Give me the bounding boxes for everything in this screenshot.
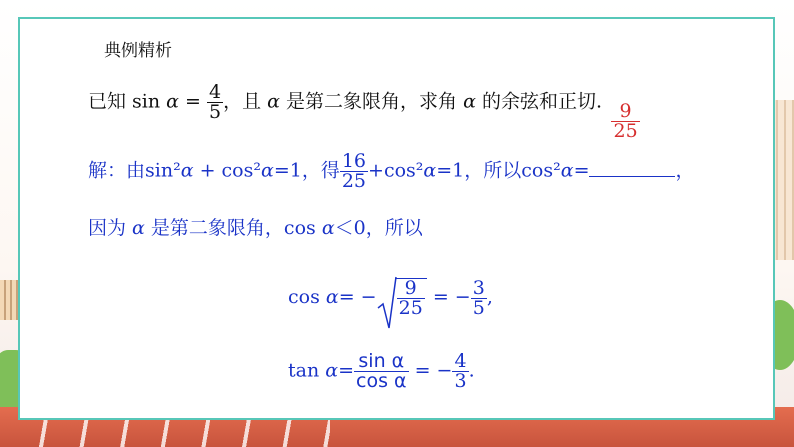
alpha-symbol: α [260,159,274,182]
alpha-symbol: α [180,159,194,182]
sin-fraction [207,83,223,122]
comma: , [486,286,493,308]
fraction-numerator: 16 [341,150,367,172]
cos-result-fraction [471,276,487,319]
answer-blank [589,99,675,177]
solution-text: +cos² [368,159,424,182]
solution-text: 是第二象限角，cos [144,217,322,239]
alpha-symbol: α [463,90,476,113]
alpha-symbol: α [166,90,179,113]
fraction-numerator: 4 [454,350,467,372]
alpha-symbol: α [267,90,280,113]
tan-equation [288,352,475,391]
fraction-numerator: 9 [404,277,417,299]
equals-minus: = − [426,286,471,308]
problem-prefix: 已知 sin [88,90,167,113]
solution-text: ， [675,159,695,182]
square-root [377,278,427,318]
fraction-denominator: 25 [398,297,423,319]
sqrt-fraction [397,279,425,318]
fraction-numerator: 3 [472,276,485,299]
tan-result-fraction [452,352,468,391]
solution-text: + cos² [193,159,261,182]
section-title: 典例精析 [104,41,172,60]
problem-suffix: 的余弦和正切. [475,90,603,113]
equals: = [338,359,355,382]
fraction-numerator: 4 [209,81,222,103]
track-lanes [30,417,330,447]
fraction-denominator: 5 [209,101,222,123]
sin-over-cos-fraction [354,352,409,391]
alpha-symbol: α [321,217,335,239]
equals-minus: = − [408,359,453,382]
period: . [468,359,475,382]
solution-text: =1，得 [273,159,340,182]
equals-minus: = − [338,286,377,308]
alpha-symbol: α [325,359,339,382]
fraction-denominator: 25 [613,119,638,142]
fraction-denominator: 25 [341,170,367,192]
solution-text: ＜0，所以 [334,217,423,239]
sixteen-over-25 [340,152,368,191]
problem-mid1: ，且 [223,90,268,113]
tan-label: tan [288,359,326,382]
solution-text: 解：由sin² [88,159,181,182]
fraction-numerator: 9 [619,99,632,122]
alpha-symbol: α [132,217,145,239]
fraction-denominator: 5 [472,296,485,319]
radical-sign-icon [377,274,397,330]
alpha-symbol: α [560,159,574,182]
fraction-denominator: cos α [356,370,407,392]
fraction-numerator: sin α [358,350,405,372]
cos-equation [288,278,493,318]
solution-text: =1，所以cos² [436,159,561,182]
equals: = [179,90,207,113]
alpha-symbol: α [325,286,339,308]
solution-text: 因为 [88,217,133,239]
solution-line-2 [88,213,423,240]
problem-statement [88,83,602,122]
problem-mid2: 是第二象限角，求角 [279,90,464,113]
fraction-denominator: 3 [454,370,467,392]
solution-text: = [573,159,590,182]
alpha-symbol: α [423,159,437,182]
answer-fraction [611,99,639,142]
cos-label: cos [288,286,326,308]
